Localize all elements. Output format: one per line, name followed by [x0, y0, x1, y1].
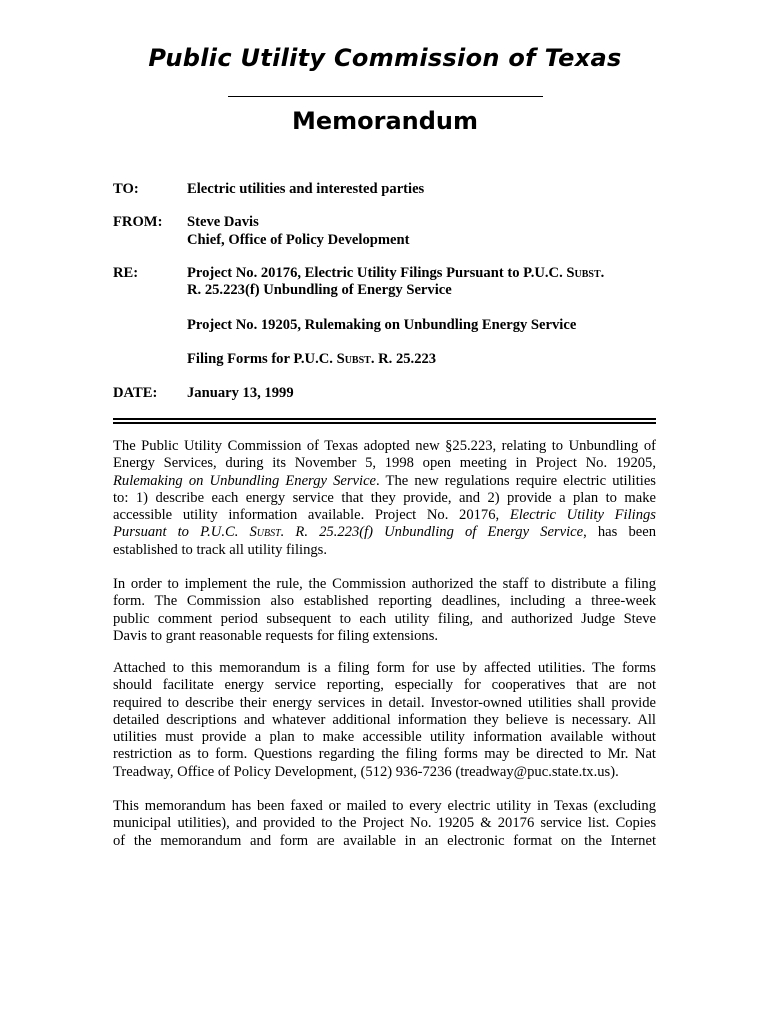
date-value: January 13, 1999	[187, 385, 294, 401]
header-rule-bottom	[113, 422, 656, 424]
re-line-2: R. 25.223(f) Unbundling of Energy Service	[187, 282, 452, 298]
re-label: RE:	[113, 265, 139, 281]
body-paragraph-4: This memorandum has been faxed or mailed to every electric utility in Texas (excluding municipal utilities), and provided to the Project No. 19205 & 20176 service list. Copies of the memorandum and form are available in an electronic format on the Internet	[113, 798, 656, 849]
date-label: DATE:	[113, 385, 158, 401]
re-line-1: Project No. 20176, Electric Utility Filings Pursuant to P.U.C. Subst.	[187, 265, 605, 281]
title-divider	[228, 96, 543, 97]
body-paragraph-2: In order to implement the rule, the Commission authorized the staff to distribute a filing form. The Commission also established reporting deadlines, including a three-week public comment period subsequent to each utility filing, and authorized Judge Steve Davis to grant reasonable requests for filing extensions.	[113, 576, 656, 644]
header-rule-top	[113, 418, 656, 420]
to-value: Electric utilities and interested parties	[187, 181, 425, 197]
from-title: Chief, Office of Policy Development	[187, 232, 410, 248]
agency-title: Public Utility Commission of Texas	[148, 44, 622, 72]
body-paragraph-1: The Public Utility Commission of Texas adopted new §25.223, relating to Unbundling of Energy Services, during its November 5, 1998 open meeting in Project No. 19205, Rulemaking on Unbundling Energy Service. The new regulations require electric utilities to: 1) describe each energy service that they provide, and 2) provide a plan to make accessible utility information available. Project No. 20176, Electric Utility Filings Pursuant to P.U.C. Subst. R. 25.223(f) Unbundling of Energy Service, has been established to track all utility filings.	[113, 438, 656, 558]
re-line-4: Filing Forms for P.U.C. Subst. R. 25.223	[187, 351, 437, 367]
document-type-heading: Memorandum	[291, 107, 479, 135]
re-line-3: Project No. 19205, Rulemaking on Unbundling Energy Service	[187, 317, 577, 333]
from-name: Steve Davis	[187, 214, 259, 230]
body-paragraph-3: Attached to this memorandum is a filing form for use by affected utilities. The forms should facilitate energy service reporting, especially for cooperatives that are not required to describe their energy services in detail. Investor-owned utilities shall provide detailed descriptions and whatever additional information they believe is necessary. All utilities must provide a plan to make accessible utility information available without restriction as to form. Questions regarding the filing forms may be directed to Mr. Nat Treadway, Office of Policy Development, (512) 936-7236 (treadway@puc.state.tx.us).	[113, 660, 656, 780]
from-label: FROM:	[113, 214, 163, 230]
to-label: TO:	[113, 181, 139, 197]
